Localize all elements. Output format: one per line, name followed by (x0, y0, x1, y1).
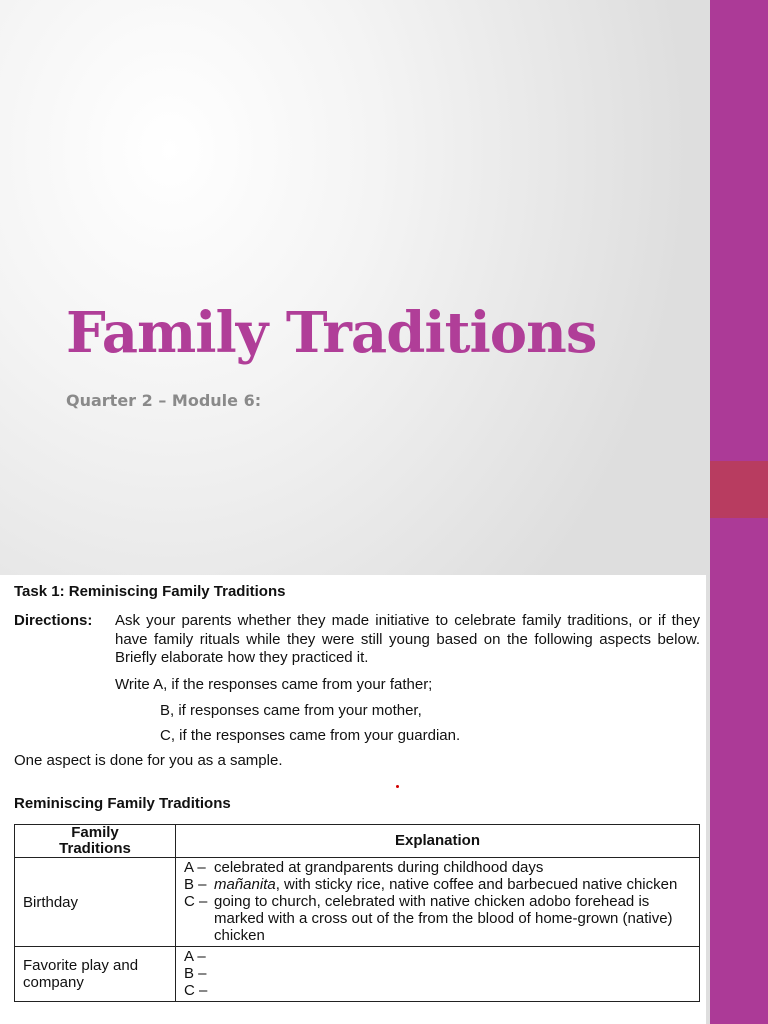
legend-guardian: C, if the responses came from your guardian. (160, 727, 461, 744)
entry-text: going to church, celebrated with native chicken adobo forehead is marked with a cross out of the from the blood of home-grown (native) chicken (214, 893, 673, 944)
legend-mother: B, if responses came from your mother, (160, 702, 422, 719)
header-family-traditions (15, 825, 176, 858)
table-title: Reminiscing Family Traditions (14, 795, 231, 812)
task-document-image (0, 575, 706, 1024)
entry-c (184, 982, 693, 999)
table-header-row (15, 825, 700, 858)
entry-b (184, 965, 693, 982)
entry-letter: A – (184, 859, 206, 876)
entry-text: , with sticky rice, native coffee and barbecued native chicken (275, 876, 678, 893)
directions-label: Directions: (14, 612, 93, 629)
side-accent-block (710, 461, 768, 518)
explanation-cell (176, 858, 700, 947)
entry-letter: B – (184, 876, 207, 893)
sample-note: One aspect is done for you as a sample. (14, 752, 283, 769)
entry-a (184, 859, 693, 876)
entry-b (184, 876, 693, 893)
explanation-cell (176, 947, 700, 1002)
entry-letter: C – (184, 893, 208, 910)
entry-a (184, 948, 693, 965)
slide-subtitle: Quarter 2 – Module 6: (66, 391, 262, 410)
table-row (15, 858, 700, 947)
entry-letter: B – (184, 965, 207, 982)
entry-c (184, 893, 693, 944)
slide-title: Family Traditions (66, 300, 597, 366)
legend-father: Write A, if the responses came from your father; (115, 676, 433, 693)
table-row (15, 947, 700, 1002)
tradition-cell: Favorite play and company (15, 947, 176, 1002)
directions-text: Ask your parents whether they made initiative to celebrate family traditions, or if they have family rituals while they were still young based on the following aspects below. Briefly elaborate how they practiced it. (115, 612, 700, 666)
header-explanation: Explanation (176, 825, 700, 858)
entry-italic-text: mañanita (214, 876, 276, 893)
task-title: Task 1: Reminiscing Family Traditions (14, 583, 286, 600)
red-dot-mark (396, 785, 399, 788)
header-line-2: Traditions (59, 840, 131, 857)
entry-text: celebrated at grandparents during childhood days (214, 859, 544, 876)
header-line-1: Family (71, 824, 119, 841)
traditions-table (14, 824, 700, 1002)
entry-letter: C – (184, 982, 208, 999)
entry-letter: A – (184, 948, 206, 965)
tradition-cell: Birthday (15, 858, 176, 947)
